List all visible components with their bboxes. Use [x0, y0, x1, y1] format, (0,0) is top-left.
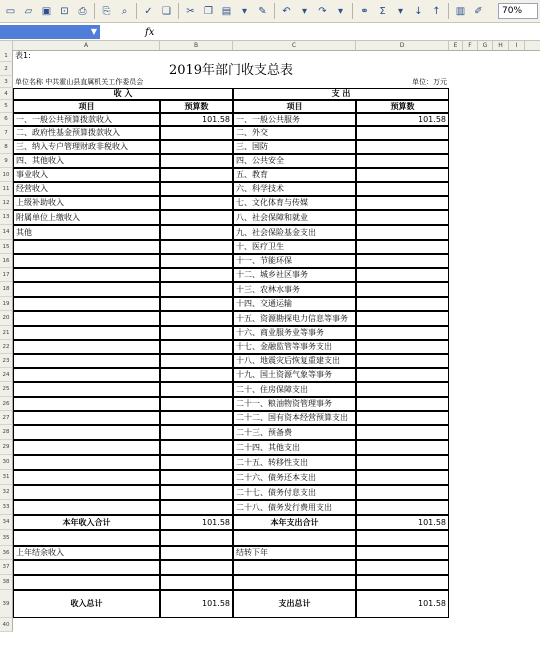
row-header[interactable]: 16: [0, 254, 13, 268]
expense-item-cell[interactable]: 九、社会保险基金支出: [233, 225, 356, 240]
expense-value-cell[interactable]: [356, 411, 449, 425]
row-header[interactable]: 19: [0, 297, 13, 311]
income-value-cell[interactable]: [160, 254, 233, 268]
income-value-cell[interactable]: [160, 182, 233, 196]
expense-value-cell[interactable]: [356, 326, 449, 340]
expense-value-cell[interactable]: [356, 340, 449, 354]
chart-wizard-icon[interactable]: ▥: [455, 5, 466, 17]
income-item-cell[interactable]: [13, 254, 160, 268]
expense-value-cell[interactable]: [356, 297, 449, 311]
expense-item-cell[interactable]: 二十七、债务付息支出: [233, 485, 356, 500]
income-value-cell[interactable]: [160, 397, 233, 411]
expense-extra-value-cell[interactable]: [356, 575, 449, 590]
column-header-b[interactable]: B: [160, 41, 233, 50]
expense-item-cell[interactable]: 五、教育: [233, 168, 356, 182]
expense-value-cell[interactable]: [356, 254, 449, 268]
expense-item-cell[interactable]: 二十三、预备费: [233, 425, 356, 440]
income-value-cell[interactable]: [160, 500, 233, 515]
income-value-cell[interactable]: [160, 425, 233, 440]
expense-value-cell[interactable]: [356, 368, 449, 382]
income-item-cell[interactable]: [13, 326, 160, 340]
toolbar-separator: [352, 3, 353, 19]
column-header-f[interactable]: F: [463, 41, 478, 50]
save-icon[interactable]: ▣: [41, 5, 52, 17]
row-header[interactable]: 2: [0, 62, 13, 76]
income-item-cell[interactable]: [13, 297, 160, 311]
income-item-cell[interactable]: [13, 397, 160, 411]
column-header-i[interactable]: I: [509, 41, 525, 50]
header-expense-budget[interactable]: 预算数: [356, 100, 449, 113]
expense-value-cell[interactable]: [356, 268, 449, 282]
expense-extra-cell[interactable]: [233, 575, 356, 590]
row-header[interactable]: 18: [0, 282, 13, 297]
income-item-cell[interactable]: [13, 411, 160, 425]
copy-icon[interactable]: ❐: [204, 5, 213, 17]
income-value-cell[interactable]: [160, 455, 233, 470]
expense-extra-cell[interactable]: [233, 530, 356, 546]
open-folder-icon[interactable]: ▱: [24, 5, 33, 17]
expense-value-cell[interactable]: [356, 154, 449, 168]
expense-value-cell[interactable]: [356, 382, 449, 397]
income-item-cell[interactable]: [13, 470, 160, 485]
row-header[interactable]: 6: [0, 113, 13, 126]
income-value-cell[interactable]: [160, 440, 233, 455]
row-header[interactable]: 10: [0, 168, 13, 182]
column-header-c[interactable]: C: [233, 41, 356, 50]
income-item-cell[interactable]: 其他: [13, 225, 160, 240]
expense-item-cell[interactable]: 三、国防: [233, 140, 356, 154]
expense-item-cell[interactable]: 二十、住房保障支出: [233, 382, 356, 397]
name-box-dropdown-icon[interactable]: ▼: [90, 27, 97, 36]
row-header[interactable]: 37: [0, 560, 13, 575]
income-extra-value-cell[interactable]: [160, 575, 233, 590]
expense-value-cell[interactable]: [356, 140, 449, 154]
preview-magnifier-icon[interactable]: ⌕: [121, 5, 128, 17]
toolbar-separator: [94, 3, 95, 19]
row-header[interactable]: 21: [0, 326, 13, 340]
undo-icon[interactable]: ↶: [282, 5, 291, 17]
expense-value-cell[interactable]: [356, 168, 449, 182]
toolbar-separator: [274, 3, 275, 19]
income-item-cell[interactable]: [13, 368, 160, 382]
expense-value-cell[interactable]: [356, 440, 449, 455]
toolbar-separator: [136, 3, 137, 19]
income-value-cell[interactable]: [160, 311, 233, 326]
income-item-cell[interactable]: [13, 268, 160, 282]
income-total-value[interactable]: 101.58: [160, 515, 233, 530]
row-header[interactable]: 38: [0, 575, 13, 590]
income-item-cell[interactable]: 四、其他收入: [13, 154, 160, 168]
formula-bar: [0, 24, 540, 41]
expense-value-cell[interactable]: [356, 196, 449, 210]
income-value-cell[interactable]: [160, 168, 233, 182]
paste-icon[interactable]: ▤: [221, 5, 232, 17]
income-item-cell[interactable]: [13, 282, 160, 297]
expense-value-cell[interactable]: [356, 470, 449, 485]
expense-item-cell[interactable]: 十四、交通运输: [233, 297, 356, 311]
income-item-cell[interactable]: [13, 354, 160, 368]
cell-unit-name[interactable]: 单位名称 中共霍山县直属机关工作委员会: [15, 77, 144, 86]
name-box[interactable]: [0, 25, 100, 39]
expense-value-cell[interactable]: [356, 182, 449, 196]
expense-item-cell[interactable]: 十二、城乡社区事务: [233, 268, 356, 282]
header-expense[interactable]: 支 出: [233, 88, 449, 100]
income-item-cell[interactable]: 经营收入: [13, 182, 160, 196]
new-document-icon[interactable]: ▭: [5, 5, 16, 17]
redo-dropdown-icon[interactable]: ▾: [337, 5, 344, 17]
row-header[interactable]: 20: [0, 311, 13, 326]
row-header[interactable]: 4: [0, 88, 13, 100]
income-value-cell[interactable]: [160, 326, 233, 340]
row-header[interactable]: 3: [0, 76, 13, 88]
row-header[interactable]: 12: [0, 196, 13, 210]
research-icon[interactable]: ❏: [162, 5, 171, 17]
income-item-cell[interactable]: 三、纳入专户管理财政非税收入: [13, 140, 160, 154]
expense-item-cell[interactable]: 十五、资源勘探电力信息等事务: [233, 311, 356, 326]
grand-income-value[interactable]: 101.58: [160, 590, 233, 618]
row-header[interactable]: 15: [0, 240, 13, 254]
expense-extra-cell[interactable]: [233, 560, 356, 575]
drawing-icon[interactable]: ✐: [474, 5, 483, 17]
income-value-cell[interactable]: [160, 282, 233, 297]
expense-item-cell[interactable]: 十七、金融监管等事务支出: [233, 340, 356, 354]
row-header[interactable]: 28: [0, 425, 13, 440]
grand-income-label[interactable]: 收入总计: [13, 590, 160, 618]
row-header[interactable]: 33: [0, 500, 13, 515]
income-value-cell[interactable]: [160, 411, 233, 425]
row-header[interactable]: 30: [0, 455, 13, 470]
toolbar-separator: [178, 3, 179, 19]
expense-value-cell[interactable]: [356, 210, 449, 225]
row-header[interactable]: 8: [0, 140, 13, 154]
expense-value-cell[interactable]: [356, 282, 449, 297]
expense-value-cell[interactable]: [356, 311, 449, 326]
income-item-cell[interactable]: [13, 425, 160, 440]
paste-dropdown-icon[interactable]: ▾: [241, 5, 248, 17]
expense-item-cell[interactable]: 二十二、国有资本经营预算支出: [233, 411, 356, 425]
column-header-g[interactable]: G: [478, 41, 493, 50]
income-item-cell[interactable]: [13, 455, 160, 470]
cell-unit[interactable]: 单位：万元: [412, 77, 447, 86]
redo-icon[interactable]: ↷: [318, 5, 327, 17]
column-header-d[interactable]: D: [356, 41, 449, 50]
income-item-cell[interactable]: [13, 382, 160, 397]
expense-value-cell[interactable]: [356, 126, 449, 140]
header-income-budget[interactable]: 预算数: [160, 100, 233, 113]
zoom-combobox[interactable]: 70%: [498, 3, 538, 19]
income-item-cell[interactable]: 事业收入: [13, 168, 160, 182]
expense-item-cell[interactable]: 二十一、粮油物资管理事务: [233, 397, 356, 411]
income-item-cell[interactable]: [13, 440, 160, 455]
expense-item-cell[interactable]: 十六、商业服务业等事务: [233, 326, 356, 340]
income-value-cell[interactable]: 101.58: [160, 113, 233, 126]
income-value-cell[interactable]: [160, 210, 233, 225]
expense-value-cell[interactable]: [356, 425, 449, 440]
expense-total-value[interactable]: 101.58: [356, 515, 449, 530]
standard-toolbar: [0, 0, 540, 23]
income-extra-cell[interactable]: [13, 575, 160, 590]
header-income-item[interactable]: 项目: [13, 100, 160, 113]
column-header-h[interactable]: H: [493, 41, 509, 50]
expense-value-cell[interactable]: [356, 485, 449, 500]
expense-extra-value-cell[interactable]: [356, 546, 449, 560]
expense-item-cell[interactable]: 十九、国土资源气象等事务: [233, 368, 356, 382]
autosum-dropdown-icon[interactable]: ▾: [397, 5, 404, 17]
expense-item-cell[interactable]: 十八、地震灾后恢复重建支出: [233, 354, 356, 368]
grand-expense-label[interactable]: 支出总计: [233, 590, 356, 618]
income-value-cell[interactable]: [160, 340, 233, 354]
print-icon[interactable]: ⎙: [78, 5, 87, 17]
row-header[interactable]: 22: [0, 340, 13, 354]
income-extra-value-cell[interactable]: [160, 530, 233, 546]
row-header[interactable]: 25: [0, 382, 13, 397]
expense-item-cell[interactable]: 二、外交: [233, 126, 356, 140]
row-header[interactable]: 29: [0, 440, 13, 455]
expense-value-cell[interactable]: [356, 455, 449, 470]
income-value-cell[interactable]: [160, 368, 233, 382]
spelling-icon[interactable]: ✓: [144, 5, 153, 17]
income-value-cell[interactable]: [160, 485, 233, 500]
income-extra-value-cell[interactable]: [160, 546, 233, 560]
row-header[interactable]: 39: [0, 590, 13, 618]
row-header[interactable]: 35: [0, 530, 13, 546]
expense-item-cell[interactable]: 十、医疗卫生: [233, 240, 356, 254]
row-header[interactable]: 11: [0, 182, 13, 196]
income-item-cell[interactable]: [13, 311, 160, 326]
income-extra-value-cell[interactable]: [160, 560, 233, 575]
autosum-icon[interactable]: Σ: [379, 5, 386, 17]
income-total-label[interactable]: 本年收入合计: [13, 515, 160, 530]
expense-value-cell[interactable]: [356, 225, 449, 240]
row-header[interactable]: 14: [0, 225, 13, 240]
expense-item-cell[interactable]: 一、一般公共服务: [233, 113, 356, 126]
income-item-cell[interactable]: [13, 340, 160, 354]
income-extra-cell[interactable]: [13, 530, 160, 546]
row-header[interactable]: 5: [0, 100, 13, 113]
undo-dropdown-icon[interactable]: ▾: [301, 5, 308, 17]
income-item-cell[interactable]: 二、政府性基金预算拨款收入: [13, 126, 160, 140]
row-header[interactable]: 27: [0, 411, 13, 425]
expense-item-cell[interactable]: 二十六、债务还本支出: [233, 470, 356, 485]
sort-ascending-icon[interactable]: ↓: [414, 5, 423, 17]
column-header-a[interactable]: A: [13, 41, 160, 50]
income-value-cell[interactable]: [160, 196, 233, 210]
income-item-cell[interactable]: 上级补助收入: [13, 196, 160, 210]
income-value-cell[interactable]: [160, 354, 233, 368]
cut-icon[interactable]: ✂: [186, 5, 195, 17]
income-value-cell[interactable]: [160, 297, 233, 311]
row-header[interactable]: 24: [0, 368, 13, 382]
income-value-cell[interactable]: [160, 268, 233, 282]
expense-item-cell[interactable]: 二十四、其他支出: [233, 440, 356, 455]
print-preview-icon[interactable]: ⎘: [102, 5, 111, 17]
cell-table-number[interactable]: 表1:: [15, 51, 31, 60]
row-header[interactable]: 36: [0, 546, 13, 560]
column-header-j[interactable]: [525, 41, 540, 50]
income-item-cell[interactable]: [13, 500, 160, 515]
grand-expense-value[interactable]: 101.58: [356, 590, 449, 618]
expense-value-cell[interactable]: [356, 500, 449, 515]
expense-extra-cell[interactable]: 结转下年: [233, 546, 356, 560]
income-extra-cell[interactable]: [13, 560, 160, 575]
select-all-corner[interactable]: [0, 41, 13, 50]
expense-total-label[interactable]: 本年支出合计: [233, 515, 356, 530]
income-item-cell[interactable]: [13, 485, 160, 500]
row-header[interactable]: 7: [0, 126, 13, 140]
income-value-cell[interactable]: [160, 140, 233, 154]
sort-descending-icon[interactable]: ↑: [432, 5, 441, 17]
expense-item-cell[interactable]: 二十五、转移性支出: [233, 455, 356, 470]
insert-function-icon[interactable]: fx: [145, 26, 155, 38]
income-value-cell[interactable]: [160, 470, 233, 485]
income-value-cell[interactable]: [160, 126, 233, 140]
expense-extra-value-cell[interactable]: [356, 530, 449, 546]
income-value-cell[interactable]: [160, 382, 233, 397]
income-item-cell[interactable]: 一、一般公共预算拨款收入: [13, 113, 160, 126]
permission-icon[interactable]: ⊡: [60, 5, 69, 17]
expense-value-cell[interactable]: [356, 240, 449, 254]
income-item-cell[interactable]: [13, 240, 160, 254]
row-header[interactable]: 1: [0, 50, 13, 62]
expense-extra-value-cell[interactable]: [356, 560, 449, 575]
column-header-e[interactable]: E: [449, 41, 463, 50]
row-header[interactable]: 26: [0, 397, 13, 411]
income-value-cell[interactable]: [160, 154, 233, 168]
row-header[interactable]: 17: [0, 268, 13, 282]
hyperlink-icon[interactable]: ⚭: [360, 5, 369, 17]
expense-item-cell[interactable]: 二十八、债务发行费用支出: [233, 500, 356, 515]
expense-item-cell[interactable]: 七、文化体育与传媒: [233, 196, 356, 210]
expense-item-cell[interactable]: 八、社会保障和就业: [233, 210, 356, 225]
expense-item-cell[interactable]: 十一、节能环保: [233, 254, 356, 268]
expense-value-cell[interactable]: [356, 354, 449, 368]
row-header[interactable]: 32: [0, 485, 13, 500]
row-header[interactable]: 31: [0, 470, 13, 485]
expense-item-cell[interactable]: 四、公共安全: [233, 154, 356, 168]
income-value-cell[interactable]: [160, 240, 233, 254]
expense-value-cell[interactable]: [356, 397, 449, 411]
header-income[interactable]: 收 入: [13, 88, 233, 100]
income-extra-cell[interactable]: 上年结余收入: [13, 546, 160, 560]
row-header[interactable]: 23: [0, 354, 13, 368]
report-title[interactable]: 2019年部门收支总表: [168, 62, 294, 78]
income-item-cell[interactable]: 附属单位上缴收入: [13, 210, 160, 225]
row-header[interactable]: 9: [0, 154, 13, 168]
expense-value-cell[interactable]: 101.58: [356, 113, 449, 126]
expense-item-cell[interactable]: 六、科学技术: [233, 182, 356, 196]
format-painter-icon[interactable]: ✎: [258, 5, 267, 17]
toolbar-separator: [448, 3, 449, 19]
row-header[interactable]: 34: [0, 515, 13, 530]
income-value-cell[interactable]: [160, 225, 233, 240]
row-header[interactable]: 13: [0, 210, 13, 225]
header-expense-item[interactable]: 项目: [233, 100, 356, 113]
expense-item-cell[interactable]: 十三、农林水事务: [233, 282, 356, 297]
row-header[interactable]: 40: [0, 618, 13, 632]
